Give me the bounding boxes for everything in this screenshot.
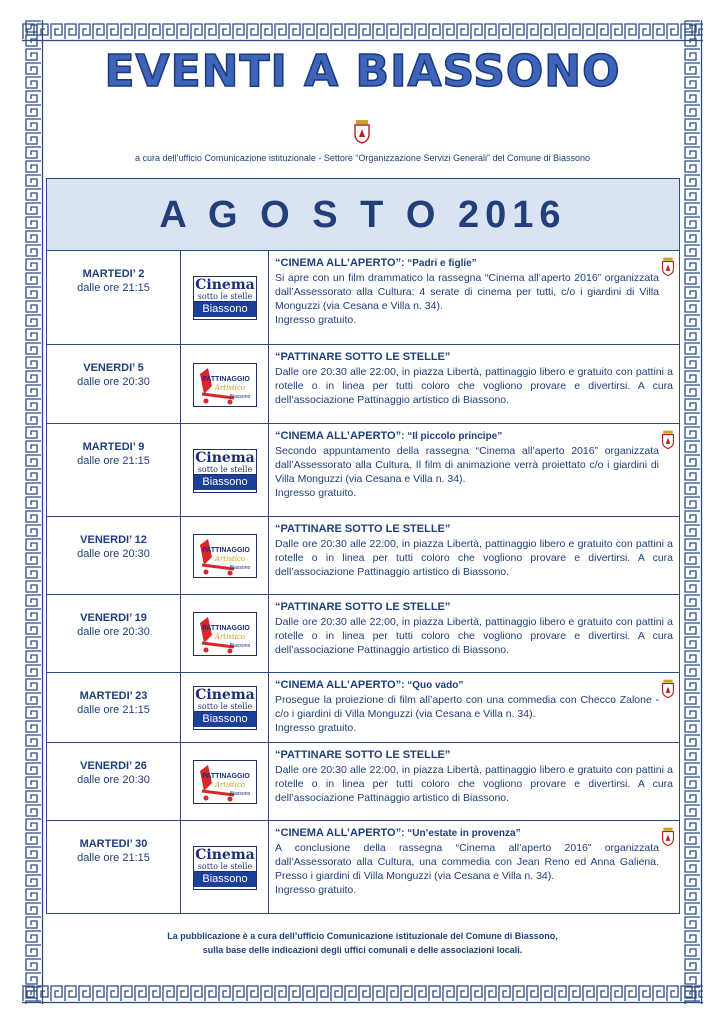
event-date-cell [47,424,181,516]
event-row [47,517,679,595]
logo-text: Biassono [229,565,251,571]
event-description-cell [269,673,679,742]
cinema-sotto-le-stelle-logo [193,276,257,320]
event-time: dalle ore 21:15 [77,704,150,716]
skate-icon [194,364,256,406]
logo-text: Cinema [195,450,255,466]
event-title: “CINEMA ALL’APERTO” [275,827,402,839]
event-logo-cell [181,821,269,914]
logo-text: Artistico [214,384,246,392]
event-logo-cell [181,673,269,742]
event-text: Dalle ore 20:30 alle 22:00, in piazza Libertà, pattinaggio libero e gratuito con pattini a rotelle o in linea per tutti coloro che vogliono provare e divertirsi. A cura dell’associazione Pattinaggio artistico di Biassono. [275,366,673,406]
event-logo-cell [181,424,269,516]
event-time: dalle ore 20:30 [77,376,150,388]
logo-text: Biassono [229,394,251,400]
event-row [47,595,679,673]
event-title: “CINEMA ALL’APERTO” [275,679,402,691]
town-crest-icon [661,257,675,277]
event-date-cell [47,251,181,344]
event-time: dalle ore 21:15 [77,852,150,864]
logo-text: PATTINAGGIO [202,376,250,383]
logo-text: PATTINAGGIO [202,773,250,780]
event-day: MARTEDI’ 23 [79,690,148,702]
cinema-sotto-le-stelle-logo [193,686,257,730]
logo-text: PATTINAGGIO [202,547,250,554]
pattinaggio-logo [193,534,257,578]
event-time: dalle ore 20:30 [77,626,150,638]
town-crest-icon [661,430,675,450]
event-film: : “Un’estate in provenza” [401,828,521,839]
event-title: “PATTINARE SOTTO LE STELLE” [275,749,451,761]
logo-text: sotto le stelle [194,465,256,475]
border-bottom-pattern [22,982,703,1004]
event-title: “PATTINARE SOTTO LE STELLE” [275,351,451,363]
event-description-cell [269,743,679,820]
event-row [47,743,679,821]
event-time: dalle ore 21:15 [77,455,150,467]
logo-text: Cinema [195,687,255,703]
event-time: dalle ore 21:15 [77,282,150,294]
footer-line-2: sulla base delle indicazioni degli uffici comunali e delle associazioni locali. [202,945,523,955]
event-film: : “Il piccolo principe” [401,431,503,442]
event-title: “PATTINARE SOTTO LE STELLE” [275,601,451,613]
event-extra: Ingresso gratuito. [275,314,357,326]
logo-text: PATTINAGGIO [202,625,250,632]
logo-text: Artistico [214,633,246,641]
event-row [47,345,679,424]
event-date-cell [47,743,181,820]
logo-text: Biassono [229,643,251,649]
event-film: : “Padri e figlie” [401,258,477,269]
event-time: dalle ore 20:30 [77,548,150,560]
cinema-sotto-le-stelle-logo [193,449,257,493]
event-description-cell [269,595,679,672]
logo-text: Biassono [194,712,256,727]
event-text: Dalle ore 20:30 alle 22:00, in piazza Libertà, pattinaggio libero e gratuito con pattini a rotelle o in linea per tutti coloro che vogliono provare e divertirsi. A cura dell’associazione Pattinaggio artistico di Biassono. [275,616,673,656]
pattinaggio-logo [193,612,257,656]
event-date-cell [47,673,181,742]
event-day: MARTEDI’ 9 [82,441,145,453]
logo-text: sotto le stelle [194,862,256,872]
footer [0,929,725,957]
event-row [47,821,679,914]
event-day: MARTEDI’ 30 [79,838,148,850]
event-film: : “Quo vado” [401,680,464,691]
logo-text: sotto le stelle [194,702,256,712]
logo-text: Biassono [194,872,256,887]
event-title: “CINEMA ALL’APERTO” [275,430,402,442]
town-crest-icon [353,120,371,144]
town-crest-icon [661,827,675,847]
event-day: MARTEDI’ 2 [82,268,145,280]
event-logo-cell [181,595,269,672]
event-day: VENERDI’ 5 [83,362,144,374]
event-date-cell [47,595,181,672]
event-extra: Ingresso gratuito. [275,722,357,734]
event-date-cell [47,821,181,914]
logo-text: Artistico [214,781,246,789]
event-description-cell [269,345,679,423]
event-description-cell [269,251,679,344]
events-table [46,178,680,914]
logo-text: Biassono [229,791,251,797]
event-logo-cell [181,251,269,344]
event-description-cell [269,424,679,516]
event-text: Dalle ore 20:30 alle 22:00, in piazza Libertà, pattinaggio libero e gratuito con pattini a rotelle o in linea per tutti coloro che vogliono provare e divertirsi. A cura dell’associazione Pattinaggio artistico di Biassono. [275,764,673,804]
footer-line-1: La pubblicazione è a cura dell’ufficio Comunicazione istituzionale del Comune di Biassono, [167,931,558,941]
event-date-cell [47,345,181,423]
event-text: Dalle ore 20:30 alle 22:00, in piazza Libertà, pattinaggio libero e gratuito con pattini a rotelle o in linea per tutti coloro che vogliono provare e divertirsi. A cura dell’associazione Pattinaggio artistico di Biassono. [275,538,673,578]
event-text: Secondo appuntamento della rassegna “Cinema all’aperto 2016” organizzata dall’Assessorato alla Cultura. Il film di animazione verrà proiettato c/o i giardini di Villa Monguzzi (via Cesana e Villa n. 34). [275,445,659,485]
event-date-cell [47,517,181,594]
border-right-pattern [681,20,703,1004]
border-left-pattern [22,20,44,1004]
event-day: VENERDI’ 12 [80,534,147,546]
logo-text: Biassono [194,302,256,317]
pattinaggio-logo [193,363,257,407]
logo-text: Cinema [195,847,255,863]
event-text: Si apre con un film drammatico la rassegna “Cinema all’aperto 2016” organizzata dall’Assessorato alla Cultura: 4 serate di cinema per tutti, c/o i giardini di Villa Monguzzi (via Cesana e Villa n. 34). [275,272,659,312]
month-header: A G O S T O 2016 [47,179,679,251]
event-description-cell [269,821,679,914]
page-title: EVENTI A BIASSONO [104,46,621,97]
pattinaggio-logo [193,760,257,804]
logo-text: Biassono [194,475,256,490]
event-extra: Ingresso gratuito. [275,487,357,499]
event-title: “CINEMA ALL’APERTO” [275,257,402,269]
event-text: A conclusione della rassegna “Cinema all’aperto 2016” organizzata dall’Assessorato alla Cultura, una commedia con Jean Reno ed Anna Galiena. Presso i giardini di Villa Monguzzi (via Cesana e Villa n. 34). [275,842,659,882]
skate-icon [194,613,256,655]
logo-text: Cinema [195,277,255,293]
event-day: VENERDI’ 19 [80,612,147,624]
event-extra: Ingresso gratuito. [275,884,357,896]
event-time: dalle ore 20:30 [77,774,150,786]
event-day: VENERDI’ 26 [80,760,147,772]
skate-icon [194,761,256,803]
event-row [47,251,679,345]
skate-icon [194,535,256,577]
event-description-cell [269,517,679,594]
event-row [47,673,679,743]
event-logo-cell [181,743,269,820]
subtitle: a cura dell’ufficio Comunicazione istituzionale - Settore “Organizzazione Servizi Generali” del Comune di Biassono [134,153,591,163]
logo-text: Artistico [214,555,246,563]
event-logo-cell [181,345,269,423]
event-logo-cell [181,517,269,594]
border-top-pattern [22,20,703,42]
event-title: “PATTINARE SOTTO LE STELLE” [275,523,451,535]
logo-text: sotto le stelle [194,292,256,302]
event-text: Prosegue la proiezione di film all’aperto con una commedia con Checco Zalone - c/o i giardini di Villa Monguzzi (via Cesana e Villa n. 34). [275,694,659,720]
cinema-sotto-le-stelle-logo [193,846,257,890]
town-crest-icon [661,679,675,699]
event-row [47,424,679,517]
